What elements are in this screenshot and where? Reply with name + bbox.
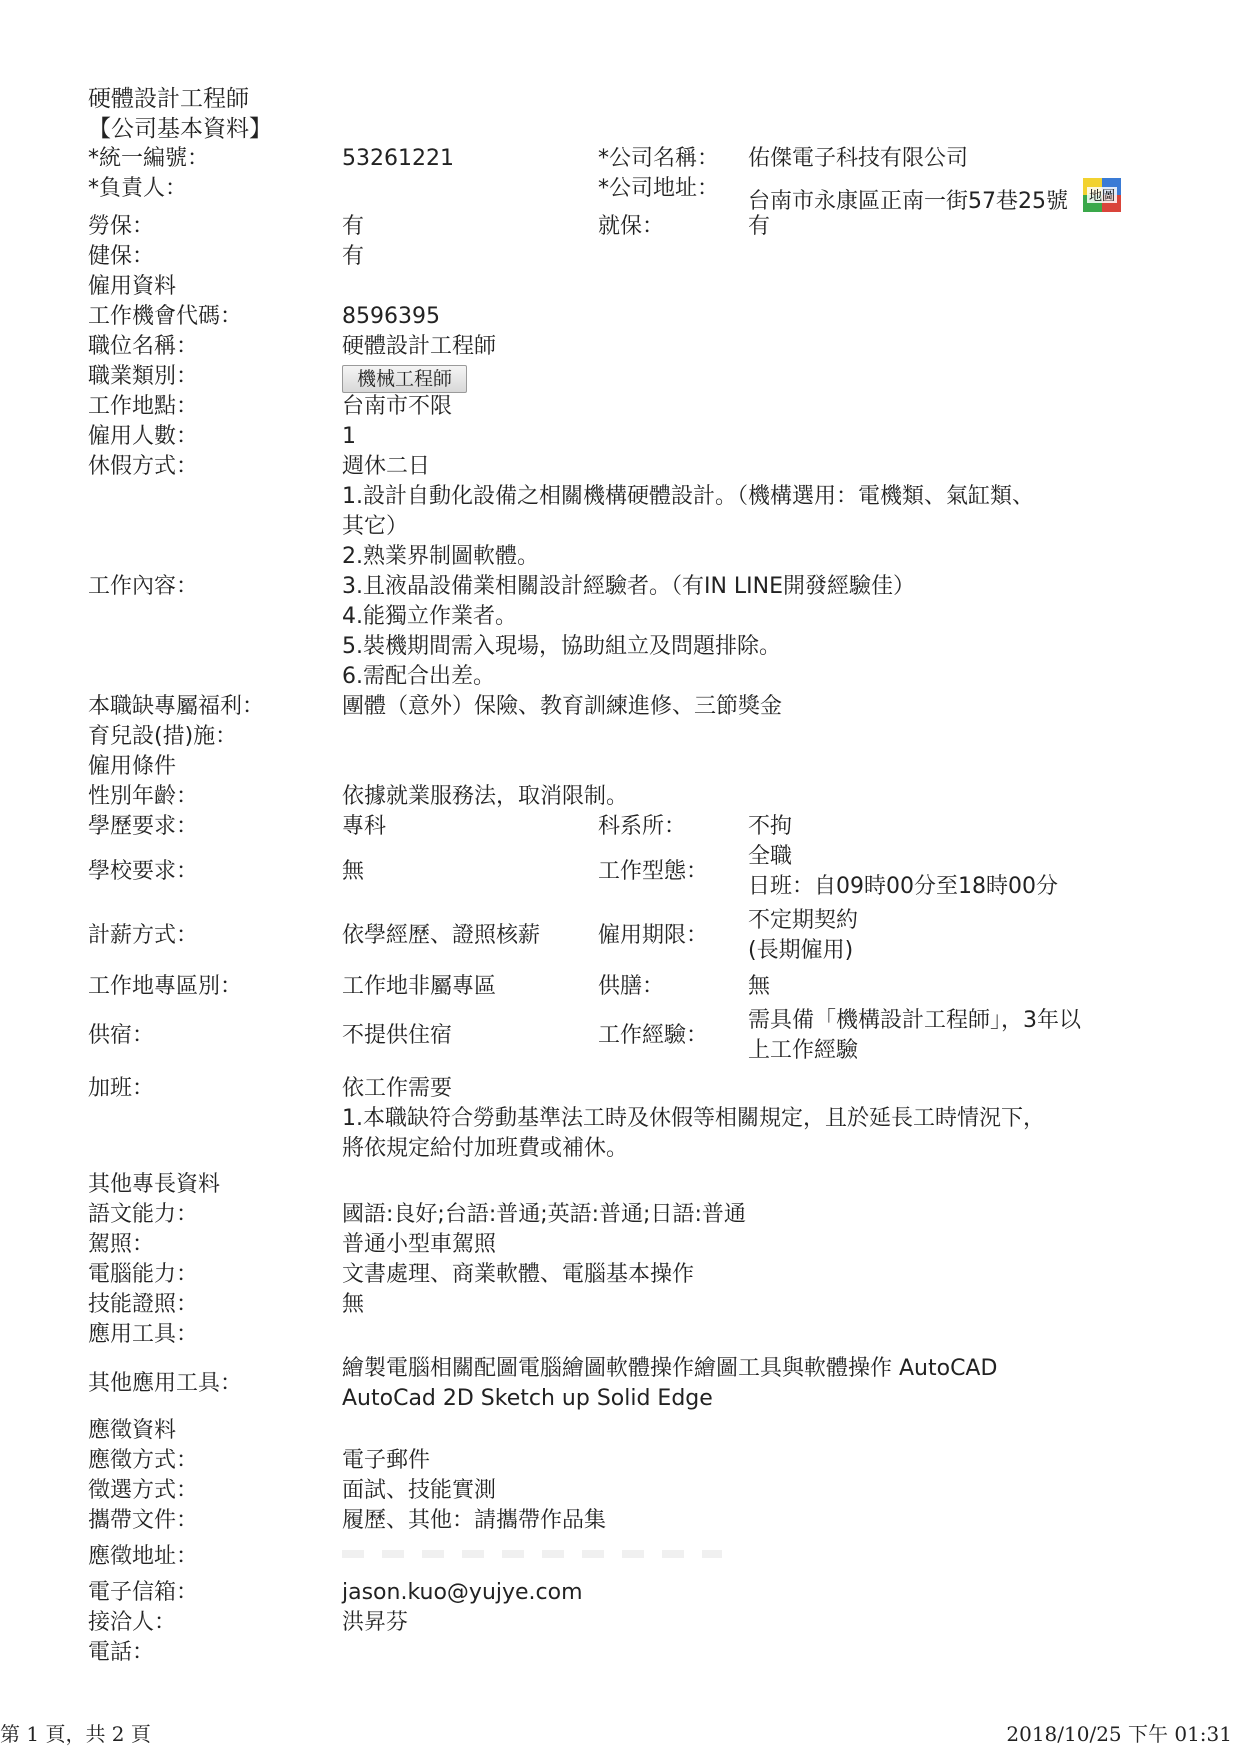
redaction-smudge xyxy=(342,1550,722,1558)
company-id-value: 53261221 xyxy=(342,146,454,171)
job-type-label: 工作型態： xyxy=(598,859,709,884)
selection-label: 徵選方式： xyxy=(88,1478,199,1503)
overtime-label: 加班： xyxy=(88,1076,155,1101)
selection-row xyxy=(88,1476,1148,1506)
holiday-label: 休假方式： xyxy=(88,454,199,479)
experience-line: 上工作經驗 xyxy=(748,1038,859,1063)
gender-age-value: 依據就業服務法，取消限制。 xyxy=(342,784,629,809)
overtime-line: 1.本職缺符合勞動基準法工時及休假等相關規定，且於延長工時情況下， xyxy=(342,1106,1045,1131)
school-label: 學校要求： xyxy=(88,859,199,884)
other-tools-label: 其他應用工具： xyxy=(88,1371,243,1396)
position-value: 硬體設計工程師 xyxy=(342,334,497,359)
certificate-label: 技能證照： xyxy=(88,1292,199,1317)
job-content-line: 5.裝機期間需入現場，協助組立及問題排除。 xyxy=(342,634,781,659)
page-title: 硬體設計工程師 xyxy=(88,86,249,112)
welfare-value: 團體（意外）保險、教育訓練進修、三節獎金 xyxy=(342,694,783,719)
company-address-value: 台南市永康區正南一街57巷25號 xyxy=(748,189,1068,214)
company-address-label: *公司地址： xyxy=(598,176,720,201)
language-row xyxy=(88,1200,1148,1230)
childcare-label: 育兒設(措)施： xyxy=(88,724,238,749)
lodging-label: 供宿： xyxy=(88,1023,155,1048)
salary-period-block xyxy=(88,906,1148,966)
contact-row xyxy=(88,1608,1148,1638)
map-icon[interactable] xyxy=(1083,178,1121,212)
job-content-line: 2.熟業界制圖軟體。 xyxy=(342,544,539,569)
print-timestamp: 2018/10/25 下午 01:31 xyxy=(1006,1722,1232,1746)
job-content-block xyxy=(88,482,1148,692)
selection-value: 面試、技能實測 xyxy=(342,1478,497,1503)
school-jobtype-block xyxy=(88,842,1148,902)
apply-method-label: 應徵方式： xyxy=(88,1448,199,1473)
headcount-label: 僱用人數： xyxy=(88,424,199,449)
language-label: 語文能力： xyxy=(88,1202,199,1227)
headcount-value: 1 xyxy=(342,424,356,449)
company-name-label: *公司名稱： xyxy=(598,146,720,171)
education-row xyxy=(88,812,1148,842)
email-label: 電子信箱： xyxy=(88,1580,199,1605)
labor-insurance-value: 有 xyxy=(342,214,365,239)
period-line: 不定期契約 xyxy=(748,908,859,933)
job-content-line: 其它） xyxy=(342,514,409,539)
job-type-lines xyxy=(748,842,1148,902)
license-value: 普通小型車駕照 xyxy=(342,1232,497,1257)
job-content-lines xyxy=(342,482,1148,692)
job-content-line: 3.且液晶設備業相關設計經驗者。（有IN LINE開發經驗佳） xyxy=(342,574,916,599)
labor-insurance-label: 勞保： xyxy=(88,214,155,239)
zone-value: 工作地非屬專區 xyxy=(342,974,497,999)
education-label: 學歷要求： xyxy=(88,814,199,839)
company-name-value: 佑傑電子科技有限公司 xyxy=(748,146,969,171)
tools-label: 應用工具： xyxy=(88,1322,199,1347)
meal-label: 供膳： xyxy=(598,974,665,999)
category-row xyxy=(88,362,1148,392)
school-value: 無 xyxy=(342,859,365,884)
phone-label: 電話： xyxy=(88,1640,155,1665)
department-value: 不拘 xyxy=(748,814,793,839)
company-owner-label: *負責人： xyxy=(88,176,188,201)
other-tools-block xyxy=(88,1354,1148,1414)
salary-value: 依學經歷、證照核薪 xyxy=(342,923,541,948)
computer-row xyxy=(88,1260,1148,1290)
apply-method-value: 電子郵件 xyxy=(342,1448,431,1473)
computer-value: 文書處理、商業軟體、電腦基本操作 xyxy=(342,1262,695,1287)
headcount-row xyxy=(88,422,1148,452)
position-row xyxy=(88,332,1148,362)
job-code-value: 8596395 xyxy=(342,304,440,329)
license-label: 駕照： xyxy=(88,1232,155,1257)
computer-label: 電腦能力： xyxy=(88,1262,199,1287)
documents-value: 履歷、其他：請攜帶作品集 xyxy=(342,1508,607,1533)
job-content-label: 工作內容： xyxy=(88,574,199,599)
salary-label: 計薪方式： xyxy=(88,923,199,948)
language-value: 國語:良好;台語:普通;英語:普通;日語:普通 xyxy=(342,1202,746,1227)
contact-value: 洪昇芬 xyxy=(342,1610,409,1635)
skills-section-heading: 其他專長資料 xyxy=(88,1172,221,1197)
zone-row xyxy=(88,972,1148,1006)
company-section-heading: 【公司基本資料】 xyxy=(88,116,272,142)
period-line: (長期僱用) xyxy=(748,938,854,963)
email-row xyxy=(88,1578,1148,1608)
job-code-row xyxy=(88,302,1148,332)
childcare-row xyxy=(88,722,1148,752)
labor-insurance-row xyxy=(88,212,1148,242)
documents-label: 攜帶文件： xyxy=(88,1508,199,1533)
page-number: 第 1 頁，共 2 頁 xyxy=(0,1722,151,1746)
company-owner-row xyxy=(88,174,1148,212)
apply-address-label: 應徵地址： xyxy=(88,1544,199,1569)
lodging-value: 不提供住宿 xyxy=(342,1023,453,1048)
holiday-value: 週休二日 xyxy=(342,454,431,479)
welfare-row xyxy=(88,692,1148,722)
company-id-label: *統一編號： xyxy=(88,146,210,171)
certificate-row xyxy=(88,1290,1148,1320)
apply-section-heading: 應徵資料 xyxy=(88,1418,177,1443)
email-value[interactable]: jason.kuo@yujye.com xyxy=(342,1580,583,1605)
overtime-lines xyxy=(342,1074,1148,1164)
health-insurance-row xyxy=(88,242,1148,272)
overtime-line: 依工作需要 xyxy=(342,1076,453,1101)
period-lines xyxy=(748,906,1148,966)
certificate-value: 無 xyxy=(342,1292,365,1317)
meal-value: 無 xyxy=(748,974,771,999)
welfare-label: 本職缺專屬福利： xyxy=(88,694,265,719)
tools-row xyxy=(88,1320,1148,1350)
company-id-row xyxy=(88,144,1148,174)
job-type-line: 日班：自09時00分至18時00分 xyxy=(748,874,1058,899)
zone-label: 工作地專區別： xyxy=(88,974,243,999)
apply-method-row xyxy=(88,1446,1148,1476)
holiday-row xyxy=(88,452,1148,482)
job-type-line: 全職 xyxy=(748,844,793,869)
job-posting-document xyxy=(88,84,1148,1668)
overtime-line: 將依規定給付加班費或補休。 xyxy=(342,1136,629,1161)
overtime-block xyxy=(88,1074,1148,1164)
job-content-line: 4.能獨立作業者。 xyxy=(342,604,517,629)
hiring-section-heading: 僱用資料 xyxy=(88,274,177,299)
gender-age-row xyxy=(88,782,1148,812)
other-tools-lines xyxy=(342,1354,1148,1414)
phone-row xyxy=(88,1638,1148,1668)
experience-line: 需具備「機構設計工程師」，3年以 xyxy=(748,1008,1081,1033)
location-row xyxy=(88,392,1148,422)
other-tools-line: AutoCad 2D Sketch up Solid Edge xyxy=(342,1386,713,1411)
job-content-line: 1.設計自動化設備之相關機構硬體設計。（機構選用：電機類、氣缸類、 xyxy=(342,484,1034,509)
other-tools-line: 繪製電腦相關配圖電腦繪圖軟體操作繪圖工具與軟體操作 AutoCAD xyxy=(342,1356,998,1381)
department-label: 科系所： xyxy=(598,814,687,839)
period-label: 僱用期限： xyxy=(598,923,709,948)
experience-label: 工作經驗： xyxy=(598,1023,709,1048)
category-label: 職業類別： xyxy=(88,364,199,389)
location-value: 台南市不限 xyxy=(342,394,453,419)
health-insurance-value: 有 xyxy=(342,244,365,269)
license-row xyxy=(88,1230,1148,1260)
map-icon-text: 地圖 xyxy=(1088,189,1116,204)
job-content-line: 6.需配合出差。 xyxy=(342,664,495,689)
health-insurance-label: 健保： xyxy=(88,244,155,269)
experience-lines xyxy=(748,1006,1148,1066)
gender-age-label: 性別年齡： xyxy=(88,784,199,809)
employment-insurance-value: 有 xyxy=(748,214,771,239)
location-label: 工作地點： xyxy=(88,394,199,419)
documents-row xyxy=(88,1506,1148,1536)
contact-label: 接洽人： xyxy=(88,1610,177,1635)
employment-insurance-label: 就保： xyxy=(598,214,665,239)
position-label: 職位名稱： xyxy=(88,334,199,359)
job-code-label: 工作機會代碼： xyxy=(88,304,243,329)
lodging-experience-block xyxy=(88,1006,1148,1066)
category-button[interactable]: 機械工程師 xyxy=(342,365,467,393)
education-value: 專科 xyxy=(342,814,387,839)
conditions-section-heading: 僱用條件 xyxy=(88,754,177,779)
